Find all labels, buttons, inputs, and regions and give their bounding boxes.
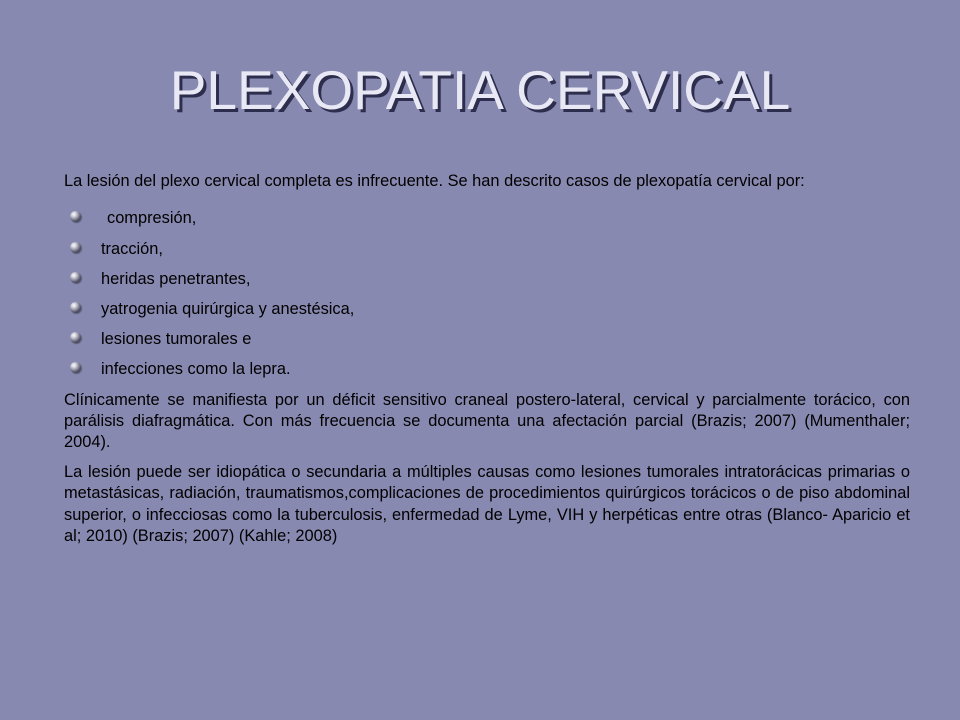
clinical-paragraph: Clínicamente se manifiesta por un déficit sensitivo craneal postero-lateral, cervical y parcialmente torácico, con parálisis diafragmática. Con más frecuencia se documenta una afectación parcial (Brazis; 2007) (Mumenthaler; 2004).	[64, 390, 910, 452]
list-item-text: yatrogenia quirúrgica y anestésica,	[101, 299, 355, 318]
list-item	[64, 359, 910, 380]
sphere-bullet-icon	[70, 242, 81, 253]
list-item	[64, 269, 910, 290]
slide-body	[64, 171, 910, 547]
list-item	[64, 208, 910, 229]
list-item-text: lesiones tumorales e	[101, 330, 252, 349]
intro-paragraph: La lesión del plexo cervical completa es infrecuente. Se han descrito casos de plexopatía cervical por:	[64, 172, 805, 190]
sphere-bullet-icon	[70, 302, 81, 313]
list-item-text: compresión,	[107, 209, 197, 228]
list-item	[64, 299, 910, 320]
sphere-bullet-icon	[70, 362, 81, 373]
cause-list	[64, 208, 910, 380]
sphere-bullet-icon	[70, 211, 81, 222]
list-item-text: infecciones como la lepra.	[101, 360, 291, 379]
sphere-bullet-icon	[70, 332, 81, 343]
list-item-text: heridas penetrantes,	[101, 269, 251, 288]
sphere-bullet-icon	[70, 272, 81, 283]
slide-title: PLEXOPATIA CERVICAL	[169, 59, 791, 121]
list-item	[64, 239, 910, 260]
list-item	[64, 329, 910, 350]
list-item-text: tracción,	[101, 239, 163, 258]
causes-paragraph: La lesión puede ser idiopática o secundaria a múltiples causas como lesiones tumorales intratorácicas primarias o metastásicas, radiación, traumatismos,complicaciones de procedimientos quirúrgicos torácicos o de piso abdominal superior, o infecciosas como la tuberculosis, enfermedad de Lyme, VIH y herpéticas entre otras (Blanco- Aparicio et al; 2010) (Brazis; 2007) (Kahle; 2008)	[64, 462, 910, 545]
